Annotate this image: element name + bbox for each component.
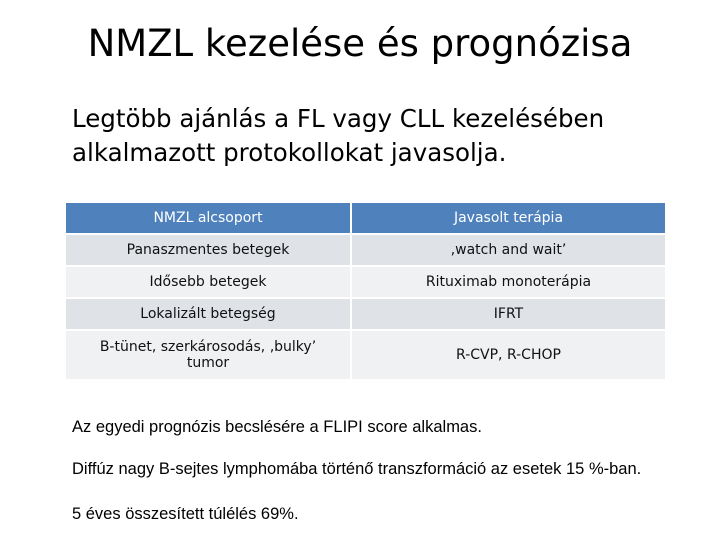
table-header-row	[66, 203, 665, 235]
table-row	[66, 299, 665, 331]
intro-line: alkalmazott protokollokat javasolja.	[72, 138, 507, 167]
therapy-table	[66, 203, 665, 381]
table-row	[66, 331, 665, 381]
table-row	[66, 267, 665, 299]
transformation-note: Diffúz nagy B-sejtes lymphomába történő transzformáció az esetek 15 %-ban.	[72, 460, 642, 478]
slide-title: NMZL kezelése és prognózisa	[87, 22, 633, 65]
header-therapy: Javasolt terápia	[352, 203, 665, 235]
therapy-cell: ‚watch and wait’	[352, 235, 665, 267]
therapy-cell: Rituximab monoterápia	[352, 267, 665, 299]
survival-note: 5 éves összesített túlélés 69%.	[72, 505, 299, 523]
table-row	[66, 235, 665, 267]
subgroup-cell: Lokalizált betegség	[66, 299, 352, 331]
subgroup-cell: Idősebb betegek	[66, 267, 352, 299]
intro-text	[72, 102, 692, 170]
subgroup-line: tumor	[186, 355, 230, 371]
intro-line: Legtöbb ajánlás a FL vagy CLL kezelésében	[72, 104, 605, 133]
subgroup-cell	[66, 331, 352, 381]
therapy-cell: IFRT	[352, 299, 665, 331]
therapy-cell: R-CVP, R-CHOP	[352, 331, 665, 381]
subgroup-line: B-tünet, szerkárosodás, ‚bulky’	[99, 339, 317, 355]
subgroup-cell: Panaszmentes betegek	[66, 235, 352, 267]
header-subgroup: NMZL alcsoport	[66, 203, 352, 235]
prognosis-note: Az egyedi prognózis becslésére a FLIPI score alkalmas.	[72, 418, 482, 436]
